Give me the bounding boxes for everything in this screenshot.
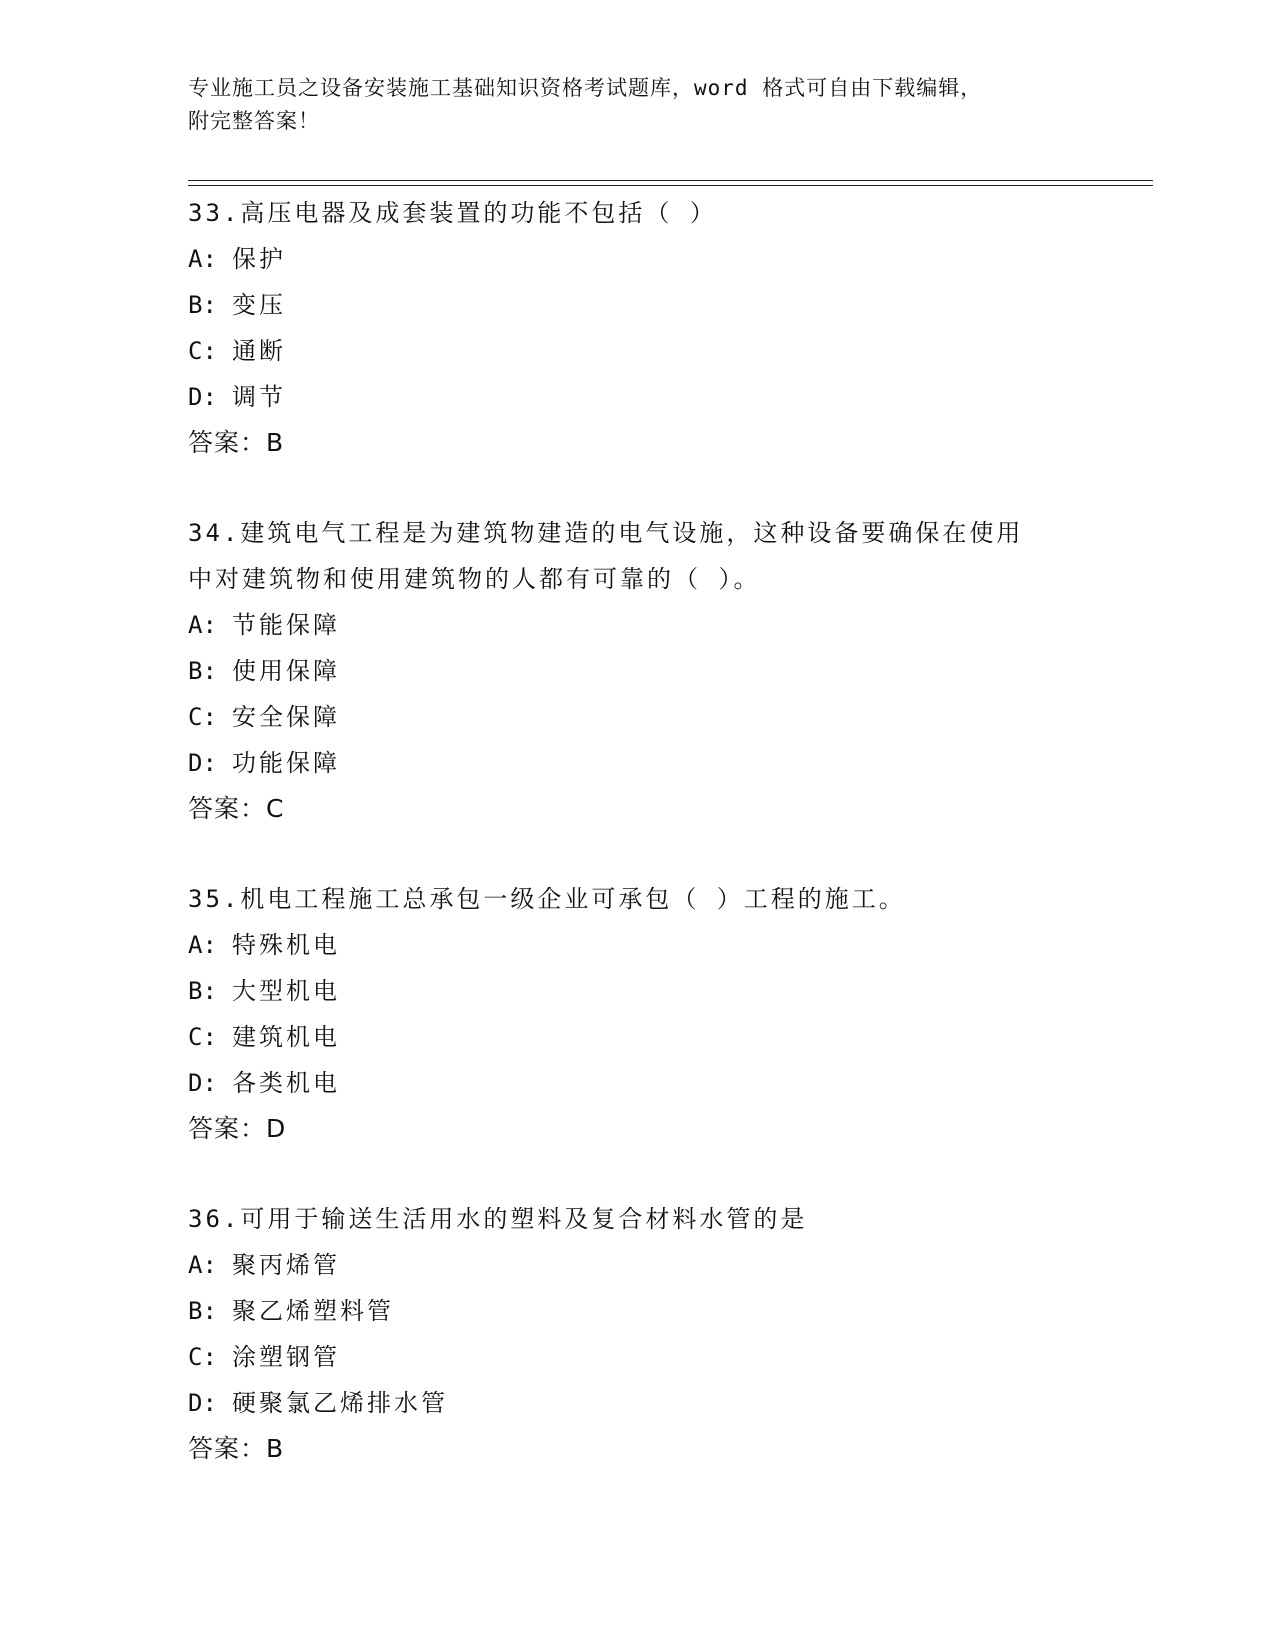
option-key: C:: [188, 337, 217, 365]
option-b: [188, 648, 1148, 694]
option-text: 功能保障: [232, 749, 340, 777]
option-text: 特殊机电: [232, 931, 340, 959]
option-text: 通断: [232, 337, 286, 365]
question-stem-line: 36.可用于输送生活用水的塑料及复合材料水管的是: [188, 1205, 808, 1233]
option-text: 保护: [232, 245, 286, 273]
option-key: D:: [188, 1389, 217, 1417]
option-b: [188, 968, 1148, 1014]
question-stem-line: 35.机电工程施工总承包一级企业可承包（ ）工程的施工。: [188, 885, 906, 913]
option-b: [188, 282, 1148, 328]
answer-value: D: [266, 1114, 287, 1143]
answer-value: B: [266, 428, 285, 457]
option-a: [188, 922, 1148, 968]
answer-line: [188, 1426, 1148, 1472]
option-text: 聚乙烯塑料管: [232, 1297, 394, 1325]
option-text: 安全保障: [232, 703, 340, 731]
header-divider-bottom: [188, 185, 1153, 186]
answer-label: 答案：: [188, 1114, 267, 1143]
option-text: 大型机电: [232, 977, 340, 1005]
question-36: [188, 1196, 1148, 1472]
answer-line: [188, 420, 1148, 466]
option-text: 变压: [232, 291, 286, 319]
option-a: [188, 602, 1148, 648]
option-key: A:: [188, 245, 217, 273]
option-d: [188, 740, 1148, 786]
option-text: 调节: [232, 383, 286, 411]
header-divider-top: [188, 180, 1153, 181]
option-key: B:: [188, 977, 217, 1005]
option-d: [188, 374, 1148, 420]
answer-label: 答案：: [188, 428, 267, 457]
option-text: 各类机电: [232, 1069, 340, 1097]
option-b: [188, 1288, 1148, 1334]
answer-label: 答案：: [188, 1434, 267, 1463]
question-stem-line: 33.高压电器及成套装置的功能不包括（ ）: [188, 199, 717, 227]
option-text: 建筑机电: [232, 1023, 340, 1051]
question-35: [188, 876, 1148, 1152]
option-key: B:: [188, 291, 217, 319]
option-key: D:: [188, 1069, 217, 1097]
option-c: [188, 1014, 1148, 1060]
option-c: [188, 328, 1148, 374]
answer-line: [188, 1106, 1148, 1152]
question-stem: [188, 1196, 1148, 1242]
question-list: [188, 190, 1148, 1516]
option-text: 聚丙烯管: [232, 1251, 340, 1279]
question-stem: [188, 876, 1148, 922]
option-a: [188, 236, 1148, 282]
option-text: 涂塑钢管: [232, 1343, 340, 1371]
option-d: [188, 1060, 1148, 1106]
option-key: D:: [188, 749, 217, 777]
option-d: [188, 1380, 1148, 1426]
option-c: [188, 1334, 1148, 1380]
answer-line: [188, 786, 1148, 832]
header-title-line: 专业施工员之设备安装施工基础知识资格考试题库，word 格式可自由下载编辑，: [188, 76, 983, 100]
option-key: B:: [188, 1297, 217, 1325]
option-key: A:: [188, 1251, 217, 1279]
question-stem-line: 34.建筑电气工程是为建筑物建造的电气设施，这种设备要确保在使用: [188, 519, 1024, 547]
answer-label: 答案：: [188, 794, 267, 823]
option-key: A:: [188, 931, 217, 959]
option-key: B:: [188, 657, 217, 685]
header-subtitle-line: 附完整答案！: [188, 109, 320, 133]
option-key: A:: [188, 611, 217, 639]
document-header: [188, 72, 1088, 138]
question-34: [188, 510, 1148, 832]
question-stem-line: 中对建筑物和使用建筑物的人都有可靠的（ ）。: [188, 565, 761, 593]
option-text: 硬聚氯乙烯排水管: [232, 1389, 448, 1417]
option-a: [188, 1242, 1148, 1288]
answer-value: C: [266, 794, 285, 823]
option-key: C:: [188, 1023, 217, 1051]
option-c: [188, 694, 1148, 740]
option-text: 节能保障: [232, 611, 340, 639]
question-33: [188, 190, 1148, 466]
question-stem: [188, 190, 1148, 236]
option-key: C:: [188, 703, 217, 731]
option-text: 使用保障: [232, 657, 340, 685]
answer-value: B: [266, 1434, 285, 1463]
option-key: D:: [188, 383, 217, 411]
option-key: C:: [188, 1343, 217, 1371]
question-stem: [188, 510, 1148, 602]
